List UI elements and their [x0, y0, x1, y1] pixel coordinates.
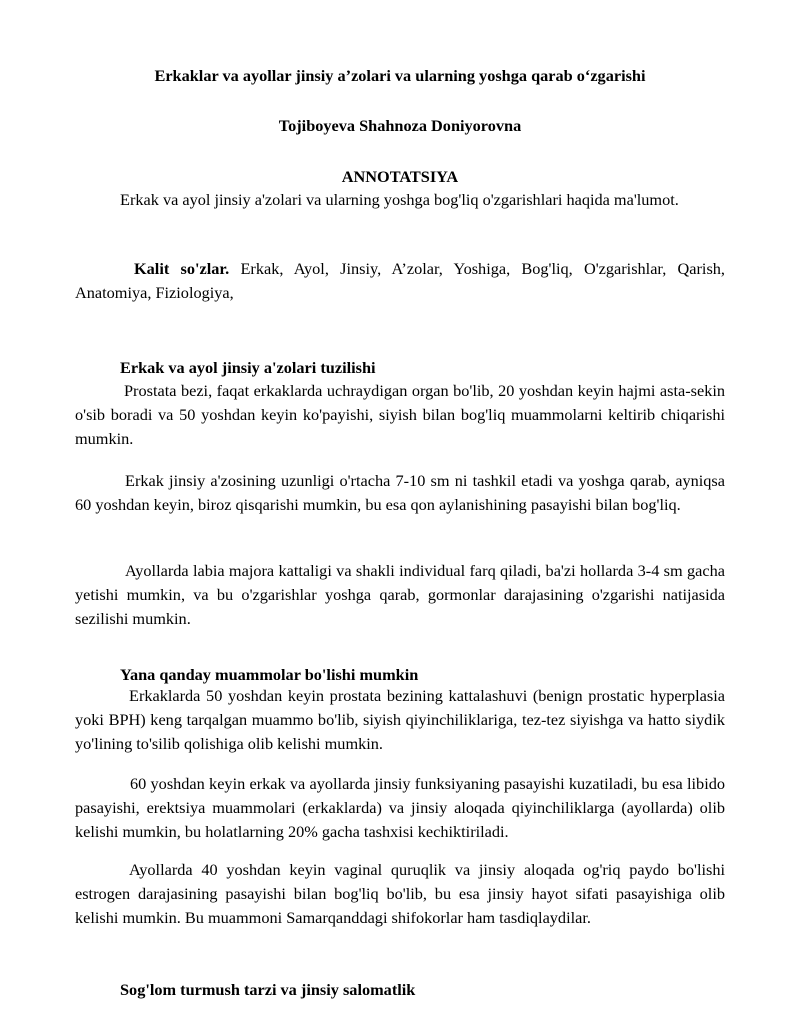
body-paragraph: Ayollarda labia majora kattaligi va shakli individual farq qiladi, ba'zi hollarda 3-4 sm gacha yetishi mumkin, va bu o'zgarishlar yoshga qarab, gormonlar darajasining o'zgarishi natijasida sezilishi mumkin. — [75, 561, 725, 628]
paper-title: Erkaklar va ayollar jinsiy a’zolari va ularning yoshga qarab o‘zgarishi — [154, 66, 646, 85]
author-name: Tojiboyeva Shahnoza Doniyorovna — [278, 116, 522, 135]
keywords-list: Erkak, Ayol, Jinsiy, A’zolar, Yoshiga, Bog'liq, O'zgarishlar, Qarish, Anatomiya, Fiziologiya, — [75, 259, 725, 302]
body-paragraph: Prostata bezi, faqat erkaklarda uchraydigan organ bo'lib, 20 yoshdan keyin hajmi asta-sekin o'sib boradi va 50 yoshdan keyin ko'payishi, siyish bilan bog'liq muammolarni keltirib chiqarishi mumkin. — [75, 381, 725, 448]
section-heading: Yana qanday muammolar bo'lishi mumkin — [120, 665, 419, 684]
body-paragraph: Ayollarda 40 yoshdan keyin vaginal quruqlik va jinsiy aloqada og'riq paydo bo'lishi estrogen darajasining pasayishi bilan bog'liq bo'lib, bu esa jinsiy hayot sifati pasayishiga olib kelishi mumkin. Bu muammoni Samarqanddagi shifokorlar ham tasdiqlaydilar. — [75, 860, 725, 927]
section-heading: Erkak va ayol jinsiy a'zolari tuzilishi — [120, 358, 376, 377]
body-paragraph: 60 yoshdan keyin erkak va ayollarda jinsiy funksiyaning pasayishi kuzatiladi, bu esa libido pasayishi, erektsiya muammolari (erkaklarda) va jinsiy aloqada qiyinchiliklarga (ayollarda) olib kelishi mumkin, bu holatlarning 20% gacha tashxisi kechiktiriladi. — [75, 774, 725, 841]
keywords-label: Kalit so'zlar. — [134, 259, 230, 278]
annotation-heading: ANNOTATSIYA — [341, 167, 459, 186]
annotation-text: Erkak va ayol jinsiy a'zolari va ularning yoshga bog'liq o'zgarishlari haqida ma'lumot. — [120, 190, 679, 209]
keywords-paragraph — [75, 257, 725, 305]
body-paragraph: Erkak jinsiy a'zosining uzunligi o'rtacha 7-10 sm ni tashkil etadi va yoshga qarab, ayniqsa 60 yoshdan keyin, biroz qisqarishi mumkin, bu esa qon aylanishining pasayishi bilan bog'liq. — [75, 471, 725, 514]
body-paragraph: Erkaklarda 50 yoshdan keyin prostata bezining kattalashuvi (benign prostatic hyperplasia yoki BPH) keng tarqalgan muammo bo'lib, siyish qiyinchiliklariga, tez-tez siyishga va hatto siydik yo'lining to'silib qolishiga olib kelishi mumkin. — [75, 686, 725, 753]
section-heading: Sog'lom turmush tarzi va jinsiy salomatlik — [120, 980, 416, 999]
